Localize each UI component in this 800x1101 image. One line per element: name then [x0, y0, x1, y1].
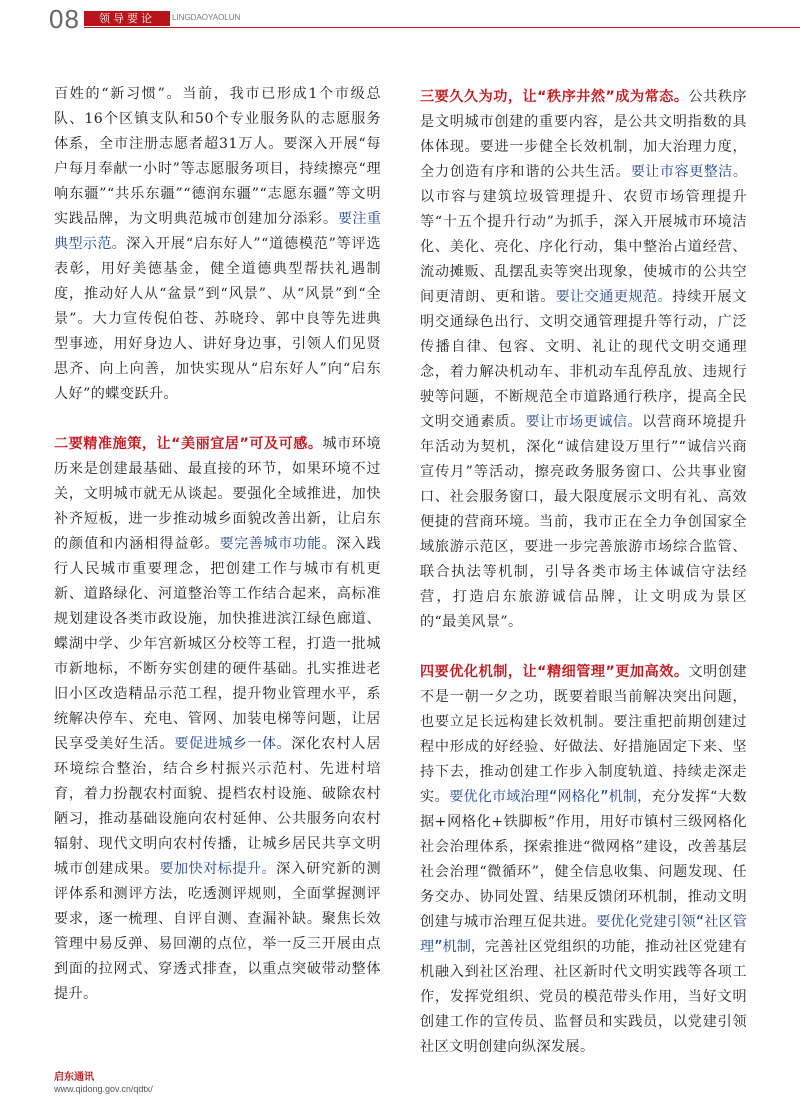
- body-text: 深入研究新的测评体系和测评方法，吃透测评规则，全面掌握测评要求，逐一梳理、自评自测、查漏补缺。聚焦长效管理中易反弹、易回潮的点位，举一反三开展由点到面的拉网式、穿透式排查，以重点突破带动整体提升。: [54, 861, 381, 1002]
- section-pinyin: LINGDAOYAOLUN: [172, 13, 241, 22]
- page-number: 08: [49, 4, 80, 34]
- emphasis-text: 要让市场更诚信。: [525, 414, 643, 430]
- publication-url: www.qidong.gov.cn/qdtx/: [54, 1084, 153, 1094]
- body-text: 深化农村人居环境综合整治，结合乡村振兴示范村、先进村培育，着力扮靓农村面貌、提档农村设施、破除农村陋习，推动基础设施向农村延伸、公共服务向农村辐射、现代文明向农村传播，让城乡居民共享文明城市创建成果。: [54, 736, 381, 877]
- left-column: [54, 82, 381, 1007]
- body-text: 深入践行人民城市重要理念，把创建工作与城市有机更新、道路绿化、河道整治等工作结合起来，高标准规划建设各类市政设施，加快推进滨江绿色廊道、蝶湖中学、少年宫新城区分校等工程，打造一批城市新地标，不断夯实创建的硬件基础。扎实推进老旧小区改造精品示范工程，提升物业管理水平，系统解决停车、充电、管网、加装电梯等问题，让居民享受美好生活。: [54, 536, 381, 752]
- emphasis-text: 要让市容更整洁。: [630, 164, 747, 180]
- paragraph-section-four: [420, 660, 747, 1060]
- body-text: 文明创建不是一朝一夕之功，既要着眼当前解决突出问题，也要立足长远构建长效机制。要注重把前期创建过程中形成的好经验、好做法、好措施固定下来、坚持下去，推动创建工作步入制度轨道、持续走深走实。: [420, 664, 747, 805]
- section-heading: 三要久久为功，让“秩序井然”成为常态。: [420, 89, 689, 105]
- body-text: 百姓的“新习惯”。当前，我市已形成1个市级总队、16个区镇支队和50个专业服务队的志愿服务体系，全市注册志愿者超31万人。要深入开展“每户每月奉献一小时”等志愿服务项目，持续擦亮“理响东疆”“共乐东疆”“德润东疆”“志愿东疆”等文明实践品牌，为文明典范城市创建加分添彩。: [54, 86, 381, 227]
- header-rule: [84, 27, 800, 28]
- publication-name: 启东通讯: [54, 1072, 94, 1083]
- emphasis-text: 要加快对标提升。: [159, 861, 277, 877]
- body-text: 以市容与建筑垃圾管理提升、农贸市场管理提升等“十五个提升行动”为抓手，深入开展城市环境洁化、美化、亮化、序化行动，集中整治占道经营、流动摊贩、乱摆乱卖等突出现象，使城市的公共空间更清朗、更和谐。: [420, 189, 747, 305]
- section-heading: 二要精准施策，让“美丽宜居”可及可感。: [54, 436, 323, 452]
- body-text: 城市环境历来是创建最基础、最直接的环节，如果环境不过关，文明城市就无从谈起。要强化全域推进，加快补齐短板，进一步推动城乡面貌改善出新，让启东的颜值和内涵相得益彰。: [54, 436, 381, 552]
- section-heading: 四要优化机制，让“精细管理”更加高效。: [420, 664, 689, 680]
- emphasis-text: 要促进城乡一体。: [174, 736, 292, 752]
- body-text: 持续开展文明交通绿色出行、文明交通管理提升等行动，广泛传播自律、包容、文明、礼让的现代文明交通理念，着力解决机动车、非机动车乱停乱放、违规行驶等问题，不断规范全市道路通行秩序，提高全民文明交通素质。: [420, 289, 747, 430]
- body-text: 深入开展“启东好人”“道德模范”等评选表彰，用好美德基金，健全道德典型帮扶礼遇制度，推动好人从“盆景”到“风景”、从“风景”到“全景”。大力宣传倪伯苍、苏晓玲、郭中良等先进典型事迹，用好身边人、讲好身边事，引领人们见贤思齐、向上向善，加快实现从“启东好人”向“启东人好”的蝶变跃升。: [54, 236, 381, 402]
- paragraph-section-two: [54, 432, 381, 1007]
- emphasis-text: 要完善城市功能。: [219, 536, 337, 552]
- paragraph-gap: [420, 635, 747, 660]
- emphasis-text: 要让交通更规范。: [555, 289, 673, 305]
- right-column: [420, 85, 747, 1060]
- emphasis-text: 要优化市域治理“网格化”机制，: [449, 789, 652, 805]
- body-text: 充分发挥“大数据+网格化+铁脚板”作用，用好市镇村三级网格化社会治理体系，探索推进“微网格”建设，改善基层社会治理“微循环”，健全信息收集、问题发现、任务交办、协同处置、结果反馈闭环机制，推动文明创建与城市治理互促共进。: [420, 789, 748, 930]
- section-title-badge: 领导要论: [84, 11, 170, 26]
- body-text: 公共秩序是文明城市创建的重要内容，是公共文明指数的具体体现。要进一步健全长效机制，加大治理力度，全力创造有序和谐的公共生活。: [420, 89, 747, 180]
- paragraph-section-three: [420, 85, 747, 635]
- paragraph-volunteer: [54, 82, 381, 407]
- emphasis-text: 要注重典型示范。: [54, 211, 382, 252]
- emphasis-text: 要优化党建引领“社区管理”机制，: [420, 914, 747, 955]
- paragraph-gap: [54, 407, 381, 432]
- page-header: [0, 0, 800, 40]
- page-footer: [54, 1068, 153, 1094]
- body-text: 以营商环境提升年活动为契机，深化“诚信建设万里行”“诚信兴商宣传月”等活动，擦亮政务服务窗口、公共事业窗口、社会服务窗口，最大限度展示文明有礼、高效便捷的营商环境。当前，我市正在全力争创国家全域旅游示范区，要进一步完善旅游市场综合监管、联合执法等机制，引导各类市场主体诚信守法经营，打造启东旅游诚信品牌，让文明成为景区的“最美风景”。: [420, 414, 747, 630]
- body-text: 完善社区党组织的功能，推动社区党建有机融入到社区治理、社区新时代文明实践等各项工作，发挥党组织、党员的模范带头作用，当好文明创建工作的宣传员、监督员和实践员，以党建引领社区文明创建向纵深发展。: [420, 939, 747, 1055]
